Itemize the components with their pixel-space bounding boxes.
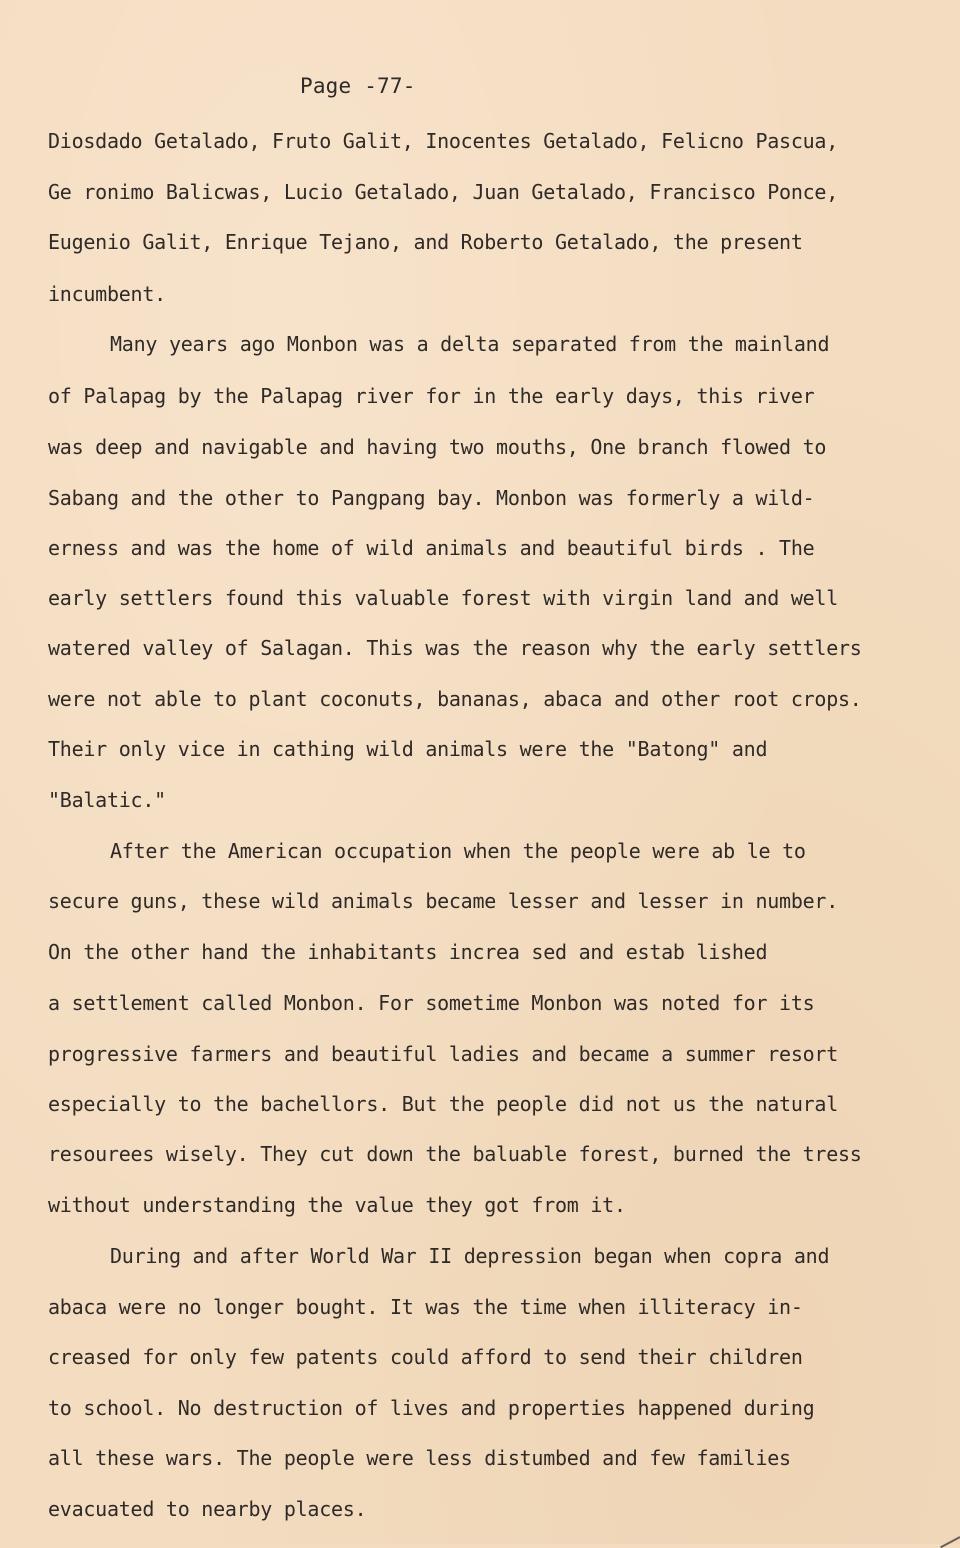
text-line: secure guns, these wild animals became lesser and lesser in number. <box>48 889 838 913</box>
text-line: all these wars. The people were less distumbed and few families <box>48 1446 791 1470</box>
text-line: Eugenio Galit, Enrique Tejano, and Roberto Getalado, the present <box>48 230 803 254</box>
text-line: Ge ronimo Balicwas, Lucio Getalado, Juan Getalado, Francisco Ponce, <box>48 180 838 204</box>
paragraph-first-line: Many years ago Monbon was a delta separated from the mainland <box>110 332 830 356</box>
text-line: evacuated to nearby places. <box>48 1497 367 1521</box>
text-line: "Balatic." <box>48 788 166 812</box>
text-line: early settlers found this valuable forest with virgin land and well <box>48 586 838 610</box>
text-line: without understanding the value they got from it. <box>48 1193 626 1217</box>
text-line: of Palapag by the Palapag river for in the early days, this river <box>48 384 815 408</box>
text-line: Diosdado Getalado, Fruto Galit, Inocentes Getalado, Felicno Pascua, <box>48 129 838 153</box>
text-line: Their only vice in cathing wild animals were the "Batong" and <box>48 737 768 761</box>
text-line: incumbent. <box>48 282 166 306</box>
page-number-header: Page -77- <box>300 74 416 98</box>
text-line: watered valley of Salagan. This was the reason why the early settlers <box>48 636 862 660</box>
text-line: resourees wisely. They cut down the baluable forest, burned the tress <box>48 1142 862 1166</box>
text-line: to school. No destruction of lives and properties happened during <box>48 1396 815 1420</box>
text-line: a settlement called Monbon. For sometime Monbon was noted for its <box>48 991 815 1015</box>
text-line: especially to the bachellors. But the people did not us the natural <box>48 1092 838 1116</box>
text-line: was deep and navigable and having two mouths, One branch flowed to <box>48 435 827 459</box>
text-line: On the other hand the inhabitants increa sed and estab lished <box>48 940 768 964</box>
text-line: Sabang and the other to Pangpang bay. Monbon was formerly a wild- <box>48 486 815 510</box>
text-line: were not able to plant coconuts, bananas, abaca and other root crops. <box>48 687 862 711</box>
text-line: creased for only few patents could afford to send their children <box>48 1345 803 1369</box>
text-line: progressive farmers and beautiful ladies and became a summer resort <box>48 1042 838 1066</box>
text-line: abaca were no longer bought. It was the time when illiteracy in- <box>48 1295 803 1319</box>
page-corner-mark <box>940 1536 960 1548</box>
paragraph-first-line: During and after World War II depression began when copra and <box>110 1244 830 1268</box>
text-line: erness and was the home of wild animals and beautiful birds . The <box>48 536 815 560</box>
paragraph-first-line: After the American occupation when the people were ab le to <box>110 839 806 863</box>
